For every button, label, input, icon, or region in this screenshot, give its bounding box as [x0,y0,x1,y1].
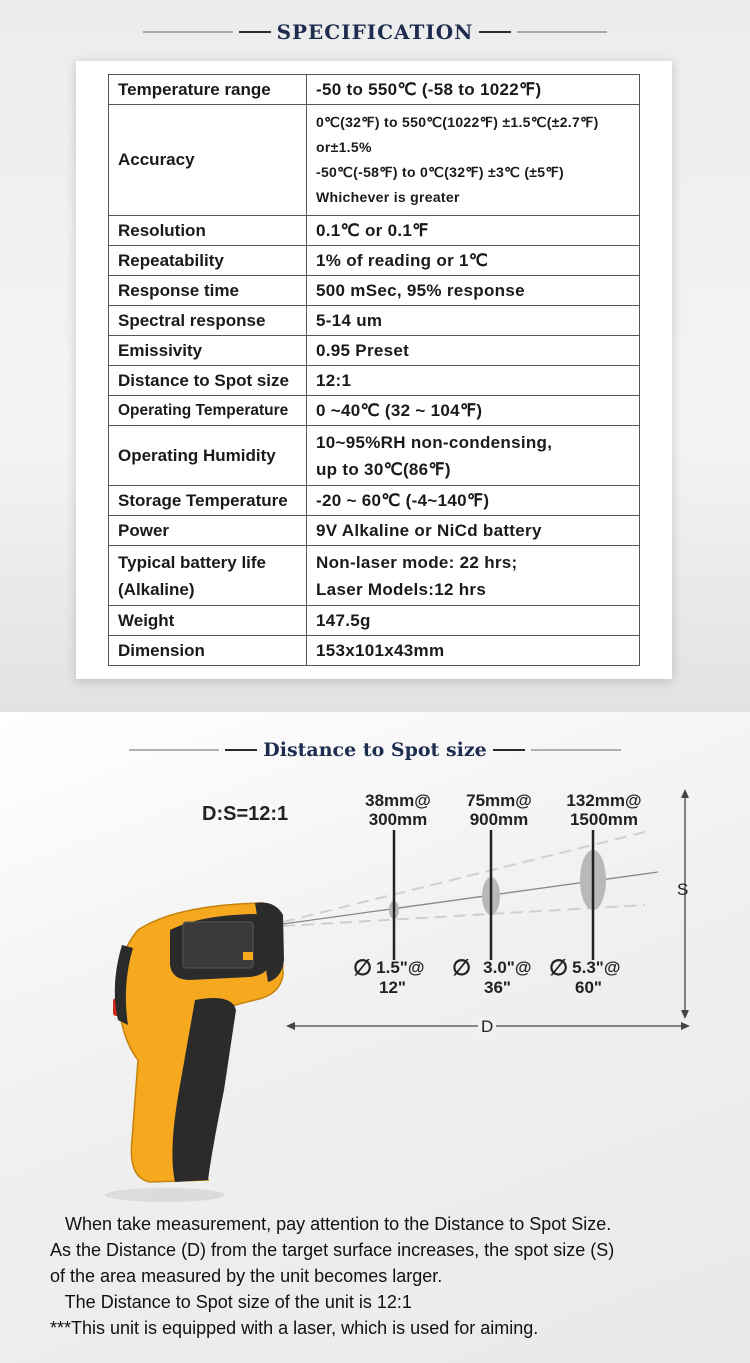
spec-label: Weight [109,606,307,636]
distance-heading [0,739,750,761]
table-row [109,336,640,366]
measurement-note [50,1211,710,1341]
battery-label-line: (Alkaline) [118,579,195,599]
spec-label [109,546,307,606]
spec-value: 0.1℃ or 0.1℉ [307,216,640,246]
spec-heading [0,20,750,44]
spec-table [108,74,640,666]
spec-value: 5-14 um [307,306,640,336]
spec-value: 12:1 [307,366,640,396]
heading-rule [517,31,607,33]
spec-value [307,426,640,486]
spec-label: Temperature range [109,75,307,105]
note-line: As the Distance (D) from the target surface increases, the spot size (S) [50,1240,615,1260]
heading-rule [129,749,219,751]
table-row [109,246,640,276]
table-row [109,75,640,105]
spot-imperial-line: 1.5"@ [376,958,425,977]
table-row [109,396,640,426]
table-row [109,606,640,636]
spot-metric-line: 132mm@ [566,791,642,810]
spot-metric-label [558,791,650,829]
table-row [109,516,640,546]
table-row [109,276,640,306]
diameter-icon: ∅ [549,955,569,980]
diameter-icon: ∅ [452,955,472,980]
spot-imperial-line: 60" [575,978,602,997]
heading-rule [531,749,621,751]
note-line: ***This unit is equipped with a laser, which is used for aiming. [50,1318,539,1338]
distance-heading-text: Distance to Spot size [263,739,487,761]
humidity-line: 10~95%RH non-condensing, [316,432,553,452]
table-row [109,426,640,486]
spot-imperial-line: 12" [379,978,406,997]
spot-metric-line: 75mm@ [466,791,532,810]
spec-label: Operating Temperature [109,396,307,426]
battery-value-line: Non-laser mode: 22 hrs; [316,552,518,572]
battery-value-line: Laser Models:12 hrs [316,579,487,599]
spot-metric-label [358,791,438,829]
table-row [109,486,640,516]
heading-rule [239,31,271,33]
heading-rule [493,749,525,751]
spot-metric-line: 300mm [368,810,428,829]
spot-imperial-line: 3.0"@ [483,958,532,977]
spec-value: -20 ~ 60℃ (-4~140℉) [307,486,640,516]
spot-imperial-row [452,955,542,980]
heading-rule [479,31,511,33]
spot-imperial-row [549,955,639,980]
spec-value: -50 to 550℃ (-58 to 1022℉) [307,75,640,105]
table-row [109,366,640,396]
spot-imperial-label [549,955,639,997]
table-row [109,105,640,216]
note-line: of the area measured by the unit becomes larger. [50,1266,443,1286]
accuracy-line: 0℃(32℉) to 550℃(1022℉) ±1.5℃(±2.7℉) [316,114,599,130]
spec-value [307,105,640,216]
spec-label: Distance to Spot size [109,366,307,396]
spec-card [76,61,672,679]
spot-imperial-line: 5.3"@ [572,958,621,977]
note-line: The Distance to Spot size of the unit is 12:1 [50,1292,412,1312]
spot-metric-line: 900mm [469,810,529,829]
spec-label: Operating Humidity [109,426,307,486]
spec-label: Spectral response [109,306,307,336]
table-row [109,636,640,666]
spec-label: Dimension [109,636,307,666]
spec-label: Resolution [109,216,307,246]
spec-value: 9V Alkaline or NiCd battery [307,516,640,546]
heading-rule [225,749,257,751]
spec-label: Response time [109,276,307,306]
spec-value: 147.5g [307,606,640,636]
diameter-icon: ∅ [353,955,373,980]
humidity-line: up to 30℃(86℉) [316,459,451,479]
spec-value: 153x101x43mm [307,636,640,666]
spec-value: 0 ~40℃ (32 ~ 104℉) [307,396,640,426]
spec-label: Repeatability [109,246,307,276]
accuracy-line: or±1.5% [316,139,372,155]
spec-label: Storage Temperature [109,486,307,516]
ds-ratio-label: D:S=12:1 [202,803,289,825]
spec-label: Accuracy [109,105,307,216]
spec-value [307,546,640,606]
accuracy-line: Whichever is greater [316,189,460,205]
spot-metric-line: 1500mm [569,810,639,829]
spec-label: Power [109,516,307,546]
spec-value: 500 mSec, 95% response [307,276,640,306]
table-row [109,216,640,246]
spot-metric-line: 38mm@ [365,791,431,810]
table-row [109,306,640,336]
spec-label: Emissivity [109,336,307,366]
spec-value: 0.95 Preset [307,336,640,366]
spot-imperial-line: 36" [484,978,511,997]
note-line: When take measurement, pay attention to the Distance to Spot Size. [50,1214,612,1234]
spot-imperial-label [452,955,542,997]
s-label: S [677,880,689,899]
heading-rule [143,31,233,33]
spec-value: 1% of reading or 1℃ [307,246,640,276]
spot-imperial-label [353,955,443,997]
d-label: D [478,1017,496,1036]
battery-label-line: Typical battery life [118,552,267,572]
spec-heading-text: SPECIFICATION [276,20,474,44]
spot-imperial-row [353,955,443,980]
spot-metric-label [458,791,540,829]
accuracy-line: -50℃(-58℉) to 0℃(32℉) ±3℃ (±5℉) [316,164,564,180]
table-row [109,546,640,606]
